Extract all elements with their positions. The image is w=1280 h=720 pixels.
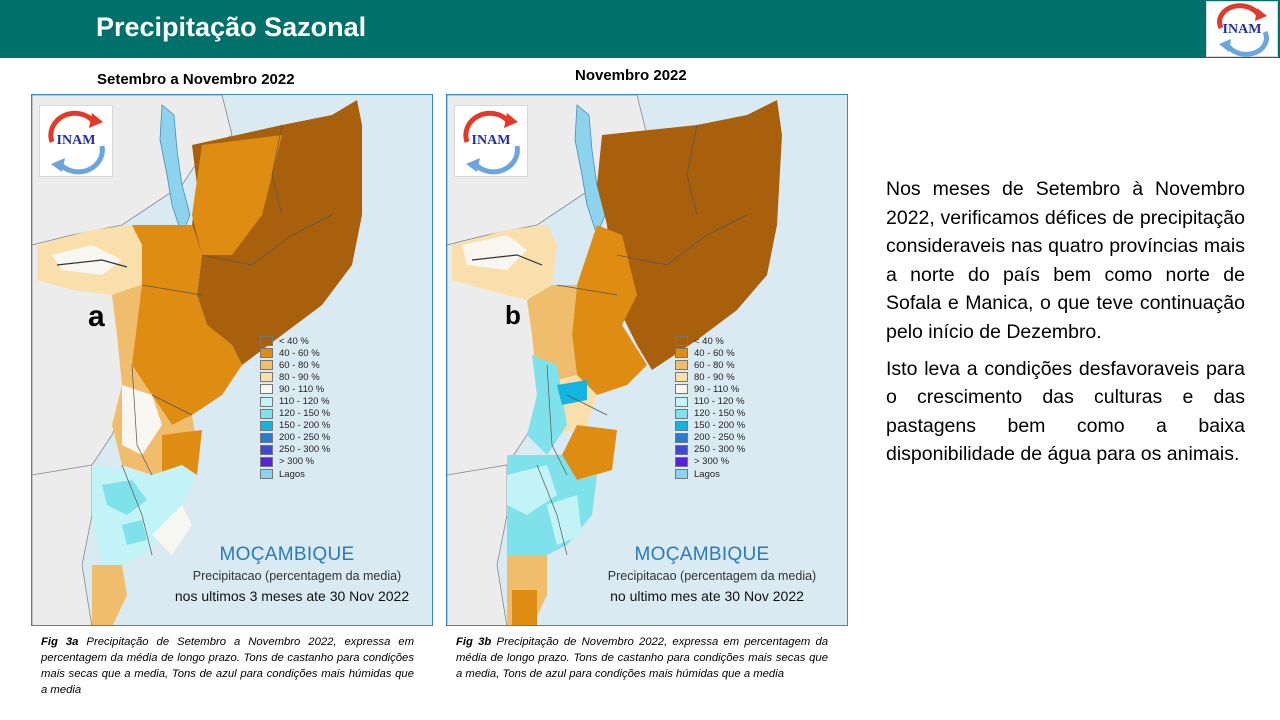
legend-label: 200 - 250 % [694,432,746,444]
legend-item [260,371,380,383]
legend-swatch [260,445,273,455]
legend-item [675,420,795,432]
legend-item [260,395,380,407]
legend-label: 60 - 80 % [694,359,735,371]
map-a-caption-label: Fig 3a [41,636,79,648]
map-b-subtitle: Precipitacao (percentagem da media) [607,569,817,583]
legend-item [260,432,380,444]
legend-item [260,444,380,456]
legend-label: < 40 % [279,335,309,347]
legend-item [260,468,380,480]
legend-item [675,383,795,395]
map-b-title: Novembro 2022 [575,67,687,84]
legend-swatch [260,348,273,358]
map-b-letter: b [505,300,521,330]
inam-logo-text: INAM [1222,22,1262,37]
legend-label: 150 - 200 % [279,420,331,432]
legend-swatch [260,360,273,370]
legend-swatch [675,433,688,443]
legend-swatch [260,457,273,467]
legend-label: 90 - 110 % [694,383,740,395]
legend-label: Lagos [694,468,720,480]
map-b-period: no ultimo mes ate 30 Nov 2022 [610,588,804,604]
legend-swatch [260,397,273,407]
body-text [886,175,1245,477]
legend-swatch [675,469,688,479]
map-a-country: MOÇAMBIQUE [219,544,355,565]
legend-swatch [675,397,688,407]
legend-swatch [675,336,688,346]
map-b-caption [456,634,828,682]
map-a-caption-text: Precipitação de Setembro a Novembro 2022, expressa em percentagem da média de longo prazo. Tons de castanho para condições mais secas que a media, Tons de azul para condições mais húmidas que a media [41,636,414,696]
map-b-inam-logo [454,105,528,177]
legend-swatch [675,372,688,382]
legend-item [260,359,380,371]
legend-label: > 300 % [279,456,315,468]
legend-label: 40 - 60 % [279,347,320,359]
legend-label: 40 - 60 % [694,347,735,359]
map-a-legend [260,335,380,480]
legend-item [260,408,380,420]
legend-swatch [260,372,273,382]
legend-swatch [260,409,273,419]
legend-label: 110 - 120 % [694,396,745,408]
legend-item [260,335,380,347]
legend-swatch [675,384,688,394]
legend-label: 250 - 300 % [279,444,331,456]
map-a-logo-text: INAM [56,133,96,148]
legend-label: 80 - 90 % [694,371,735,383]
map-a-letter: a [88,300,105,333]
legend-label: 120 - 150 % [694,408,746,420]
legend-label: 110 - 120 % [279,396,330,408]
slide-title: Precipitação Sazonal [96,12,367,42]
legend-item [260,383,380,395]
legend-label: 250 - 300 % [694,444,746,456]
map-a-subtitle: Precipitacao (percentagem da media) [192,569,402,583]
legend-swatch [675,445,688,455]
map-a-title: Setembro a Novembro 2022 [97,71,295,88]
slide-header [0,0,1280,58]
inam-logo [1206,1,1278,57]
legend-item [675,456,795,468]
legend-item [675,371,795,383]
legend-item [675,347,795,359]
legend-swatch [260,469,273,479]
legend-label: 120 - 150 % [279,408,331,420]
map-b-caption-text: Precipitação de Novembro 2022, expressa em percentagem da média de longo prazo. Tons de castanho para condições mais secas que a media, Tons de azul para condições mais húmidas que a media [456,636,829,680]
legend-item [675,444,795,456]
legend-swatch [260,336,273,346]
map-b-country: MOÇAMBIQUE [634,544,770,565]
legend-swatch [675,348,688,358]
legend-swatch [260,433,273,443]
legend-item [675,335,795,347]
legend-swatch [260,421,273,431]
body-paragraph-2: Isto leva a condições desfavoraveis para o crescimento das culturas e das pastagens bem como a baixa disponibilidade de água para os animais. [886,357,1245,466]
legend-item [260,456,380,468]
map-b-legend [675,335,795,480]
map-b [446,94,848,626]
legend-label: 90 - 110 % [279,383,325,395]
legend-item [675,468,795,480]
legend-label: 200 - 250 % [279,432,331,444]
legend-item [675,408,795,420]
legend-label: < 40 % [694,335,724,347]
legend-item [260,420,380,432]
legend-item [675,359,795,371]
legend-swatch [675,360,688,370]
map-a-inam-logo [39,105,113,177]
legend-swatch [675,457,688,467]
map-a-period: nos ultimos 3 meses ate 30 Nov 2022 [174,588,410,604]
legend-label: > 300 % [694,456,730,468]
legend-label: 80 - 90 % [279,371,320,383]
legend-swatch [675,409,688,419]
body-paragraph-1: Nos meses de Setembro à Novembro 2022, verificamos défices de precipitação consideraveis nas quatro províncias mais a norte do país bem como norte de Sofala e Manica, o que teve continuação pelo início de Dezembro. [886,178,1245,343]
map-a [31,94,433,626]
legend-label: 150 - 200 % [694,420,746,432]
legend-item [675,432,795,444]
map-b-logo-text: INAM [471,133,511,148]
legend-label: 60 - 80 % [279,359,320,371]
legend-swatch [675,421,688,431]
map-b-caption-label: Fig 3b [456,636,492,648]
map-a-caption [41,634,414,698]
legend-item [260,347,380,359]
legend-swatch [260,384,273,394]
legend-label: Lagos [279,468,305,480]
legend-item [675,395,795,407]
